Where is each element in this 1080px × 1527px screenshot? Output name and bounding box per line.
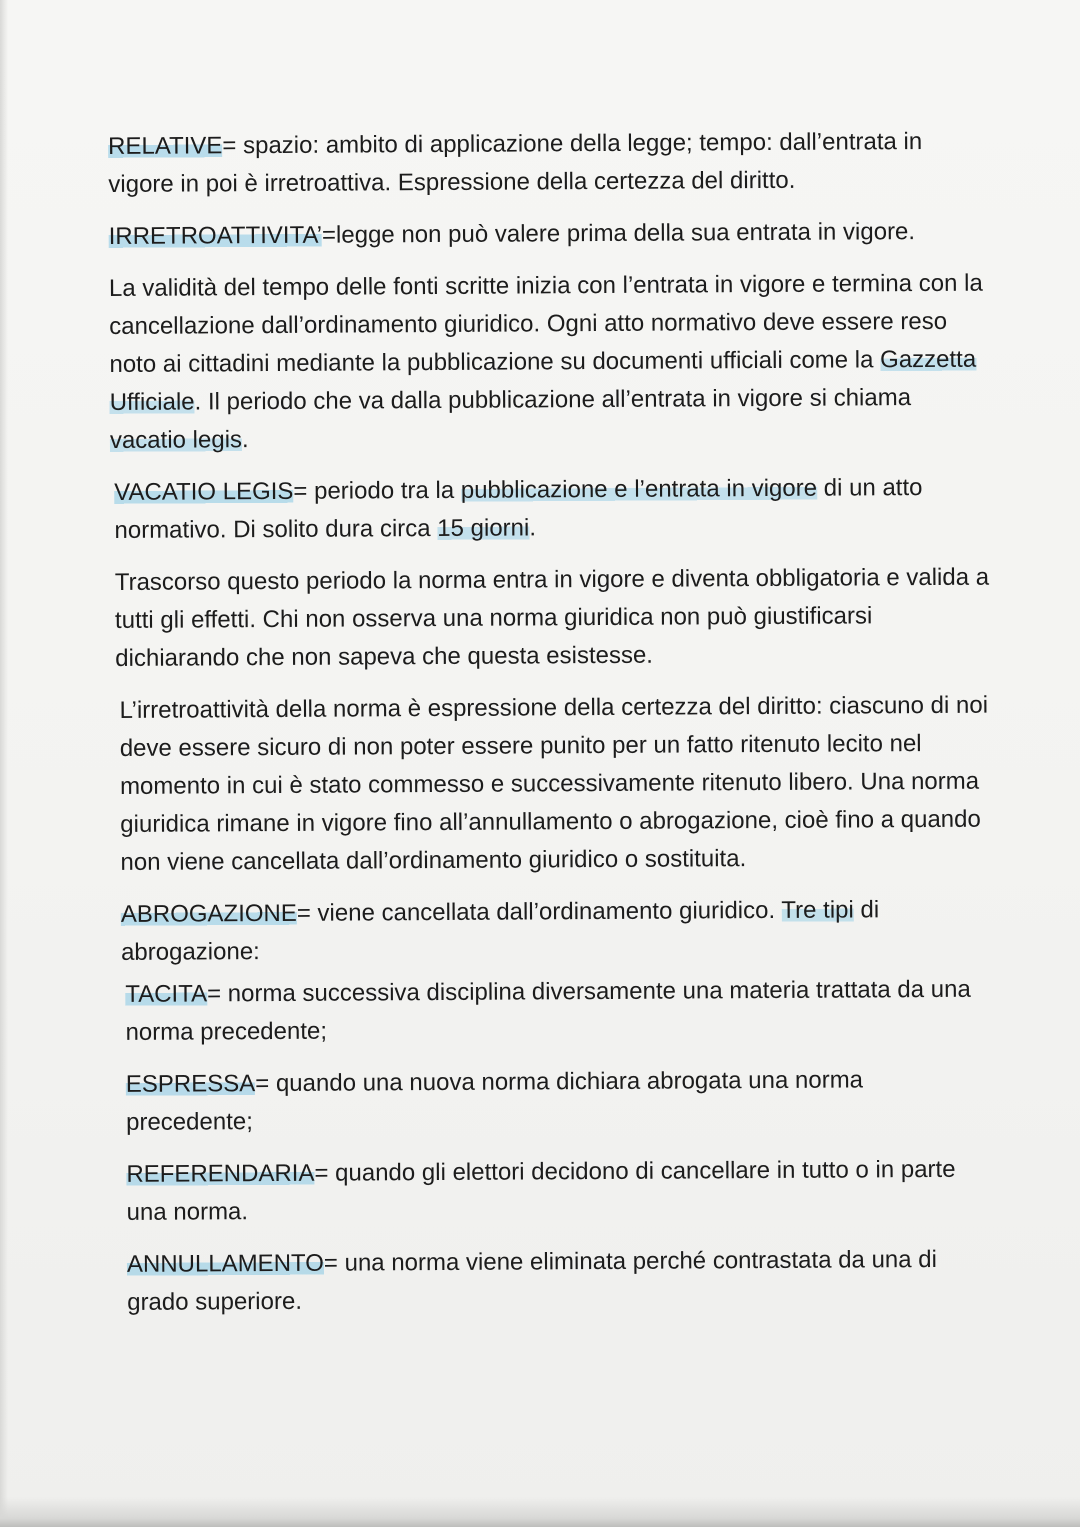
definition-espressa: = quando una nuova norma dichiara abrogata una norma precedente;: [125, 1066, 864, 1136]
vacatio-text-a: = periodo tra la: [293, 476, 461, 505]
irretroattivita-norma-text: L’irretroattività della norma è espressione della certezza del diritto: ciascuno di noi deve essere sicuro di non poter essere punito per un fatto ritenuto lecito nel momento in cui è stato commesso e successivamente ritenuto libero. Una norma giuridica rimane in vigore fino all’annullamento o abrogazione, cioè fino a quando non viene cancellata dall’ordinamento giuridico o sostituita.: [119, 691, 989, 876]
vacatio-text-c: .: [529, 514, 537, 542]
highlight-tre-tipi: Tre tipi: [781, 896, 854, 924]
highlight-pubblicazione: pubblicazione e l’entrata in vigore: [460, 474, 818, 504]
trascorso-text: Trascorso questo periodo la norma entra in vigore e diventa obbligatoria e valida a tutti gli effetti. Chi non osserva una norma giuridica non può giustificarsi dichiarando che non sapeva che questa esistesse.: [114, 563, 990, 672]
term-tacita: TACITA: [125, 980, 208, 1008]
definition-relative: = spazio: ambito di applicazione della legge; tempo: dall’entrata in vigore in poi è irretroattiva. Espressione della certezza del diritto.: [108, 128, 923, 198]
paragraph-tacita: [113, 971, 993, 1052]
highlight-15-giorni: 15 giorni: [437, 514, 530, 542]
paper-left-shadow: [0, 0, 8, 1527]
term-annullamento: ANNULLAMENTO: [126, 1249, 324, 1278]
validita-text-a: La validità del tempo delle fonti scritte inizia con l’entrata in vigore e termina con la cancellazione dall’ordinamento giuridico. Ogni atto normativo deve essere reso noto ai cittadini mediante la pubblicazione su documenti ufficiali come la: [108, 269, 983, 378]
highlight-vacatio-legis: vacatio legis: [109, 426, 243, 454]
validita-text-b: . Il periodo che va dalla pubblicazione all’entrata in vigore si chiama: [194, 384, 912, 416]
paragraph-referendaria: [114, 1151, 994, 1232]
term-relative: RELATIVE: [108, 132, 223, 160]
paragraph-vacatio-legis: [110, 469, 990, 550]
paragraph-validita: [109, 265, 990, 460]
term-irretroattivita: IRRETROATTIVITA’: [108, 221, 323, 250]
highlight-gazzetta-ufficiale: Gazzetta Ufficiale: [109, 345, 977, 416]
notes-body: [108, 123, 995, 1336]
paragraph-relative: [108, 123, 988, 204]
paragraph-irretroattivita: [109, 213, 989, 256]
definition-referendaria: = quando gli elettori decidono di cancellare in tutto o in parte una norma.: [126, 1155, 956, 1226]
definition-irretroattivita: =legge non può valere prima della sua entrata in vigore.: [321, 218, 916, 249]
definition-annullamento: = una norma viene eliminata perché contrastata da una di grado superiore.: [127, 1245, 938, 1316]
definition-tacita: = norma successiva disciplina diversamente una materia trattata da una norma precedente;: [125, 975, 971, 1046]
validita-text-c: .: [241, 426, 249, 454]
paper-bottom-edge: [0, 1497, 1080, 1527]
paragraph-abrogazione: [113, 891, 993, 972]
term-abrogazione: ABROGAZIONE: [120, 899, 297, 928]
paragraph-espressa: [114, 1061, 994, 1142]
term-espressa: ESPRESSA: [125, 1070, 256, 1098]
term-referendaria: REFERENDARIA: [126, 1159, 315, 1188]
paragraph-trascorso: [111, 559, 992, 678]
paragraph-irretroattivita-norma: [111, 687, 992, 882]
abrogazione-text-b: di abrogazione:: [120, 896, 880, 966]
term-vacatio-legis: VACATIO LEGIS: [114, 477, 294, 506]
abrogazione-text-a: = viene cancellata dall’ordinamento giuridico.: [296, 896, 782, 927]
paragraph-annullamento: [115, 1241, 995, 1322]
vacatio-text-b: di un atto normativo. Di solito dura circa: [114, 474, 923, 544]
